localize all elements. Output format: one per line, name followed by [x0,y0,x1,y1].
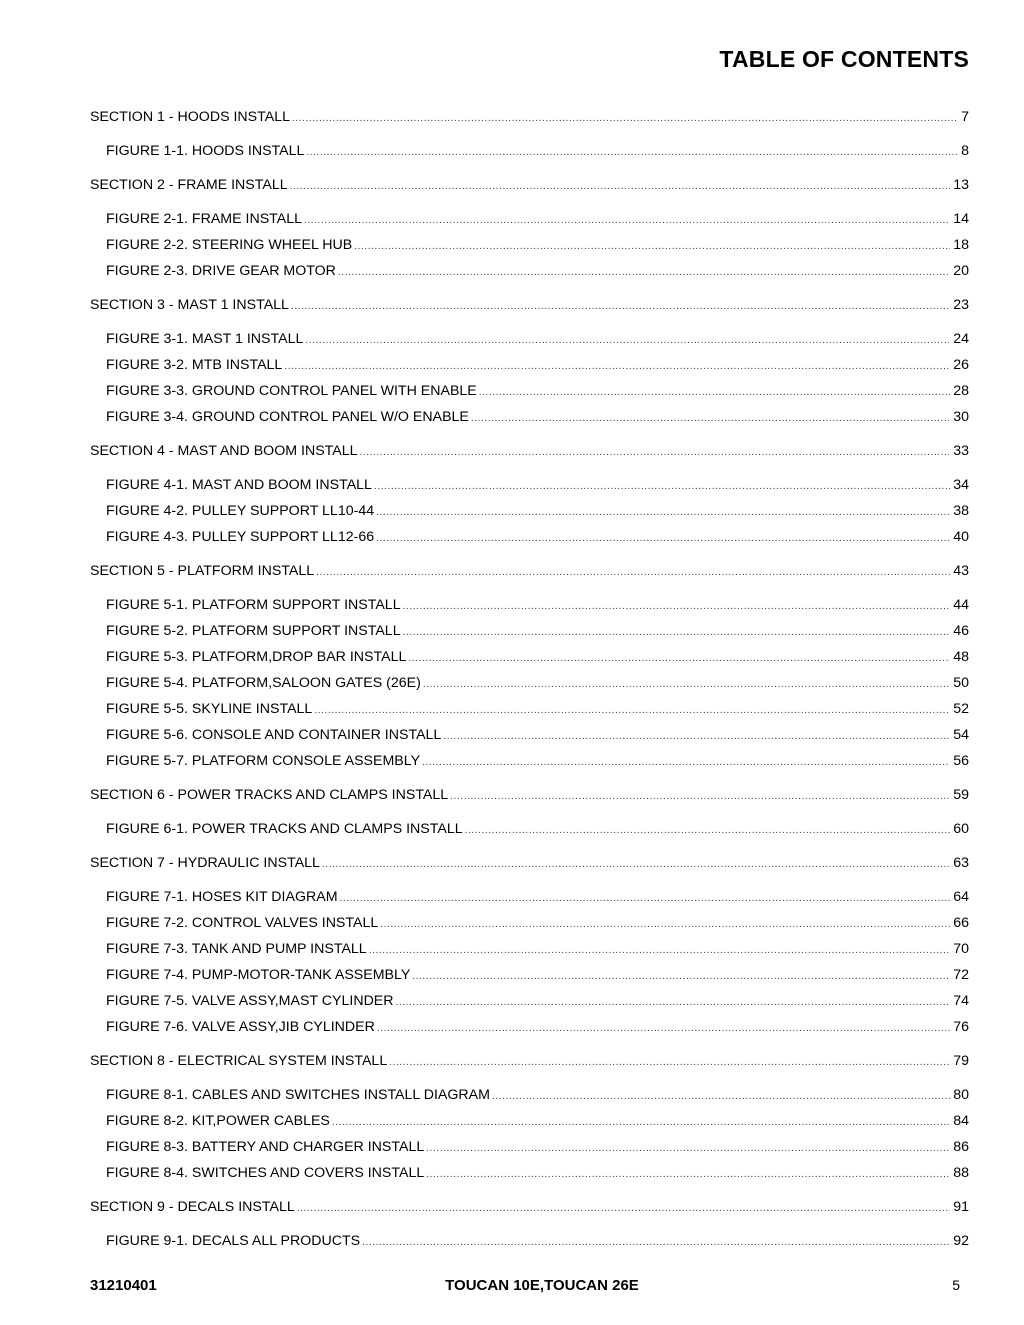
toc-figure-entry[interactable] [106,408,969,428]
toc-figure-entry[interactable] [106,966,969,986]
dot-leader [408,650,950,668]
dot-leader [377,1020,950,1038]
toc-figure-entry[interactable] [106,142,969,162]
entry-page-number: 88 [953,1165,969,1181]
dot-leader [403,624,951,642]
dot-leader [443,728,950,746]
dot-leader [426,1140,950,1158]
toc-section-entry[interactable] [90,176,969,196]
entry-page-number: 79 [953,1053,969,1069]
dot-leader [306,144,958,162]
entry-page-number: 92 [953,1233,969,1249]
entry-label: FIGURE 9-1. DECALS ALL PRODUCTS [106,1233,361,1249]
entry-label: FIGURE 5-7. PLATFORM CONSOLE ASSEMBLY [106,753,421,769]
toc-figure-entry[interactable] [106,888,969,908]
entry-label: FIGURE 7-1. HOSES KIT DIAGRAM [106,889,338,905]
entry-page-number: 80 [953,1087,969,1103]
entry-page-number: 30 [953,409,969,425]
toc-figure-entry[interactable] [106,1164,969,1184]
entry-label: FIGURE 1-1. HOODS INSTALL [106,143,305,159]
entry-page-number: 28 [953,383,969,399]
dot-leader [380,916,950,934]
entry-page-number: 8 [961,143,969,159]
toc-figure-entry[interactable] [106,940,969,960]
dot-leader [304,212,950,230]
entry-label: FIGURE 7-5. VALVE ASSY,MAST CYLINDER [106,993,394,1009]
toc-figure-entry[interactable] [106,1138,969,1158]
entry-label: SECTION 6 - POWER TRACKS AND CLAMPS INSTALL [90,787,449,803]
dot-leader [479,384,950,402]
toc-section-entry[interactable] [90,786,969,806]
entry-page-number: 14 [953,211,969,227]
entry-page-number: 50 [953,675,969,691]
dot-leader [422,754,950,772]
dot-leader [354,238,950,256]
entry-label: SECTION 1 - HOODS INSTALL [90,109,290,125]
entry-page-number: 74 [953,993,969,1009]
entry-page-number: 72 [953,967,969,983]
entry-label: FIGURE 6-1. POWER TRACKS AND CLAMPS INSTALL [106,821,463,837]
toc-figure-entry[interactable] [106,476,969,496]
entry-page-number: 46 [953,623,969,639]
toc-figure-entry[interactable] [106,648,969,668]
entry-page-number: 20 [953,263,969,279]
entry-page-number: 70 [953,941,969,957]
dot-leader [389,1054,950,1072]
entry-label: SECTION 9 - DECALS INSTALL [90,1199,295,1215]
entry-page-number: 86 [953,1139,969,1155]
entry-label: FIGURE 8-1. CABLES AND SWITCHES INSTALL DIAGRAM [106,1087,490,1103]
toc-section-entry[interactable] [90,1198,969,1218]
entry-page-number: 34 [953,477,969,493]
entry-page-number: 44 [953,597,969,613]
entry-label: FIGURE 2-1. FRAME INSTALL [106,211,303,227]
entry-page-number: 7 [961,109,969,125]
document-number: 31210401 [90,1277,157,1294]
toc-figure-entry[interactable] [106,674,969,694]
dot-leader [332,1114,950,1132]
toc-figure-entry[interactable] [106,356,969,376]
entry-page-number: 63 [953,855,969,871]
entry-label: FIGURE 5-5. SKYLINE INSTALL [106,701,313,717]
toc-figure-entry[interactable] [106,752,969,772]
entry-label: SECTION 8 - ELECTRICAL SYSTEM INSTALL [90,1053,388,1069]
entry-page-number: 60 [953,821,969,837]
entry-label: SECTION 3 - MAST 1 INSTALL [90,297,289,313]
entry-label: FIGURE 7-4. PUMP-MOTOR-TANK ASSEMBLY [106,967,411,983]
toc-section-entry[interactable] [90,562,969,582]
entry-page-number: 33 [953,443,969,459]
dot-leader [297,1200,950,1218]
dot-leader [292,110,958,128]
dot-leader [471,410,950,428]
dot-leader [403,598,951,616]
toc-figure-entry[interactable] [106,726,969,746]
toc-figure-entry[interactable] [106,992,969,1012]
dot-leader [316,564,950,582]
dot-leader [412,968,950,986]
dot-leader [376,530,950,548]
dot-leader [426,1166,950,1184]
dot-leader [423,676,950,694]
toc-figure-entry[interactable] [106,596,969,616]
entry-label: SECTION 7 - HYDRAULIC INSTALL [90,855,320,871]
entry-label: FIGURE 7-2. CONTROL VALVES INSTALL [106,915,379,931]
entry-label: SECTION 2 - FRAME INSTALL [90,177,288,193]
entry-page-number: 66 [953,915,969,931]
dot-leader [376,504,950,522]
entry-label: FIGURE 4-3. PULLEY SUPPORT LL12-66 [106,529,375,545]
entry-label: FIGURE 7-6. VALVE ASSY,JIB CYLINDER [106,1019,375,1035]
entry-page-number: 23 [953,297,969,313]
entry-page-number: 43 [953,563,969,579]
dot-leader [284,358,950,376]
entry-label: FIGURE 4-2. PULLEY SUPPORT LL10-44 [106,503,375,519]
entry-label: FIGURE 8-3. BATTERY AND CHARGER INSTALL [106,1139,425,1155]
entry-page-number: 64 [953,889,969,905]
entry-page-number: 18 [953,237,969,253]
entry-label: FIGURE 4-1. MAST AND BOOM INSTALL [106,477,372,493]
dot-leader [360,444,951,462]
entry-page-number: 40 [953,529,969,545]
entry-label: FIGURE 5-3. PLATFORM,DROP BAR INSTALL [106,649,407,665]
entry-label: SECTION 4 - MAST AND BOOM INSTALL [90,443,358,459]
entry-page-number: 24 [953,331,969,347]
toc-section-entry[interactable] [90,108,969,128]
toc-figure-entry[interactable] [106,914,969,934]
dot-leader [369,942,951,960]
toc-figure-entry[interactable] [106,1232,969,1252]
toc-section-entry[interactable] [90,1052,969,1072]
entry-label: FIGURE 8-2. KIT,POWER CABLES [106,1113,330,1129]
entry-label: FIGURE 3-3. GROUND CONTROL PANEL WITH ENABLE [106,383,477,399]
entry-label: FIGURE 2-2. STEERING WHEEL HUB [106,237,353,253]
dot-leader [465,822,951,840]
entry-page-number: 48 [953,649,969,665]
entry-label: FIGURE 7-3. TANK AND PUMP INSTALL [106,941,367,957]
toc-figure-entry[interactable] [106,502,969,522]
toc-section-entry[interactable] [90,442,969,462]
dot-leader [291,298,950,316]
entry-page-number: 76 [953,1019,969,1035]
entry-page-number: 38 [953,503,969,519]
entry-label: FIGURE 3-2. MTB INSTALL [106,357,283,373]
toc-figure-entry[interactable] [106,330,969,350]
dot-leader [338,264,950,282]
toc-figure-entry[interactable] [106,820,969,840]
dot-leader [290,178,951,196]
toc-figure-entry[interactable] [106,262,969,282]
entry-page-number: 13 [953,177,969,193]
entry-label: FIGURE 8-4. SWITCHES AND COVERS INSTALL [106,1165,425,1181]
dot-leader [322,856,950,874]
toc-figure-entry[interactable] [106,382,969,402]
toc-figure-entry[interactable] [106,622,969,642]
entry-label: FIGURE 2-3. DRIVE GEAR MOTOR [106,263,336,279]
entry-page-number: 56 [953,753,969,769]
entry-label: FIGURE 3-1. MAST 1 INSTALL [106,331,304,347]
entry-label: FIGURE 5-1. PLATFORM SUPPORT INSTALL [106,597,401,613]
toc-figure-entry[interactable] [106,210,969,230]
dot-leader [450,788,950,806]
toc-figure-entry[interactable] [106,700,969,720]
dot-leader [305,332,950,350]
toc-section-entry[interactable] [90,296,969,316]
dot-leader [396,994,951,1012]
dot-leader [492,1088,950,1106]
dot-leader [362,1234,950,1252]
toc-figure-entry[interactable] [106,1018,969,1038]
product-name: TOUCAN 10E,TOUCAN 26E [445,1277,639,1294]
toc-section-entry[interactable] [90,854,969,874]
toc-figure-entry[interactable] [106,1086,969,1106]
toc-figure-entry[interactable] [106,1112,969,1132]
page-number: 5 [952,1277,960,1293]
page-title: TABLE OF CONTENTS [719,46,969,72]
entry-label: FIGURE 5-6. CONSOLE AND CONTAINER INSTALL [106,727,442,743]
page-footer [90,1277,960,1297]
dot-leader [340,890,951,908]
entry-label: FIGURE 5-4. PLATFORM,SALOON GATES (26E) [106,675,421,691]
toc-figure-entry[interactable] [106,528,969,548]
entry-page-number: 59 [953,787,969,803]
entry-page-number: 54 [953,727,969,743]
dot-leader [314,702,950,720]
toc-figure-entry[interactable] [106,236,969,256]
entry-label: SECTION 5 - PLATFORM INSTALL [90,563,315,579]
dot-leader [374,478,950,496]
entry-page-number: 84 [953,1113,969,1129]
entry-label: FIGURE 5-2. PLATFORM SUPPORT INSTALL [106,623,401,639]
entry-label: FIGURE 3-4. GROUND CONTROL PANEL W/O ENABLE [106,409,469,425]
entry-page-number: 52 [953,701,969,717]
entry-page-number: 91 [953,1199,969,1215]
entry-page-number: 26 [953,357,969,373]
